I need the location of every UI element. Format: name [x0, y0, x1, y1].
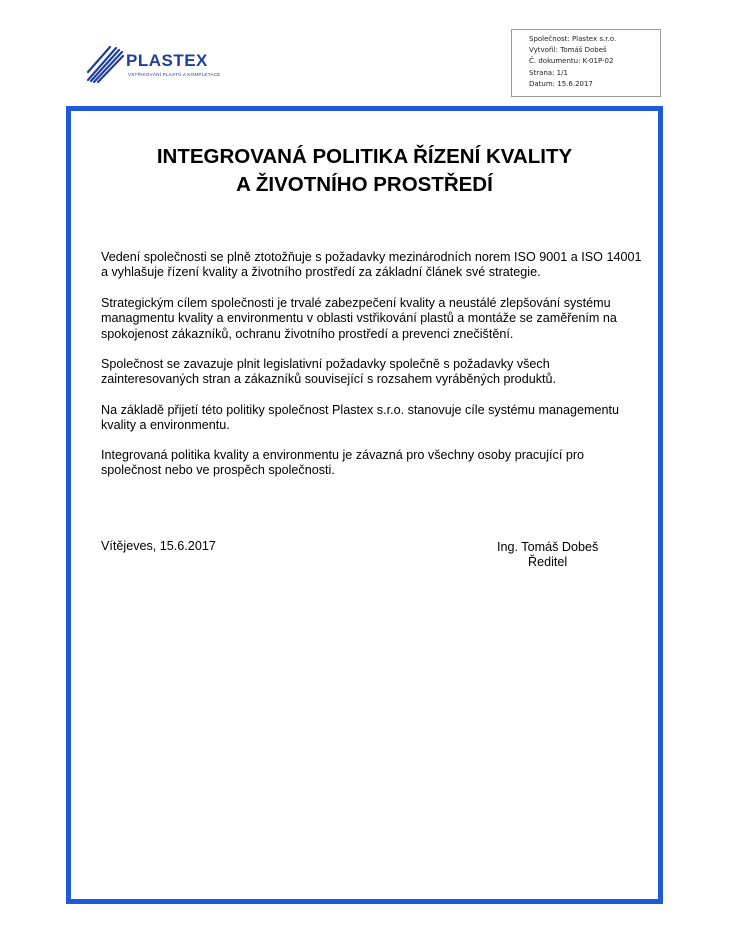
document-info-box [511, 29, 661, 97]
place-and-date: Vítějeves, 15.6.2017 [101, 539, 216, 553]
paragraph-4: Na základě přijetí této politiky společnost Plastex s.r.o. stanovuje cíle systému managementu kvality a environmentu. [101, 403, 620, 433]
signer-role: Ředitel [528, 555, 568, 570]
plastex-logo-icon [86, 44, 126, 84]
logo-name: PLASTEX [126, 51, 208, 70]
paragraph-3: Společnost se zavazuje plnit legislativní požadavky společně s požadavky všech zainteresovaných stran a zákazníků související s rozsahem vyráběných produktů. [101, 357, 556, 387]
paragraph-1: Vedení společnosti se plně ztotožňuje s požadavky mezinárodních norem ISO 9001 a ISO 14001 a vyhlašuje řízení kvality a životního prostředí za základní článek své strategie. [101, 250, 642, 280]
signature-block [497, 540, 598, 571]
title-line-1: INTEGROVANÁ POLITIKA ŘÍZENÍ KVALITY [156, 145, 573, 168]
info-author: Vytvořil: Tomáš Dobeš [529, 46, 607, 55]
info-page: Strana: 1/1 [529, 68, 568, 77]
company-logo [86, 44, 226, 84]
info-document-number: Č. dokumentu: K-01P-02 [529, 57, 614, 66]
title-line-2: A ŽIVOTNÍHO PROSTŘEDÍ [236, 173, 493, 196]
logo-tagline: VSTŘIKOVÁNÍ PLASTŮ A KOMPLETACE [128, 72, 221, 77]
page-frame [66, 106, 663, 904]
signer-name: Ing. Tomáš Dobeš [497, 540, 599, 554]
info-company: Společnost: Plastex s.r.o. [529, 35, 617, 43]
paragraph-2: Strategickým cílem společnosti je trvalé zabezpečení kvality a neustálé zlepšování systému managmentu kvality a environmentu v oblasti vstřikování plastů a montáže se zaměřením na spokojenost zákazníků, ochranu životního prostředí a prevenci znečištění. [101, 296, 617, 341]
paragraph-5: Integrovaná politika kvality a environmentu je závazná pro všechny osoby pracující pro společnost nebo ve prospěch společnosti. [101, 448, 585, 478]
info-date: Datum: 15.6.2017 [529, 79, 593, 88]
document-title [66, 143, 663, 199]
